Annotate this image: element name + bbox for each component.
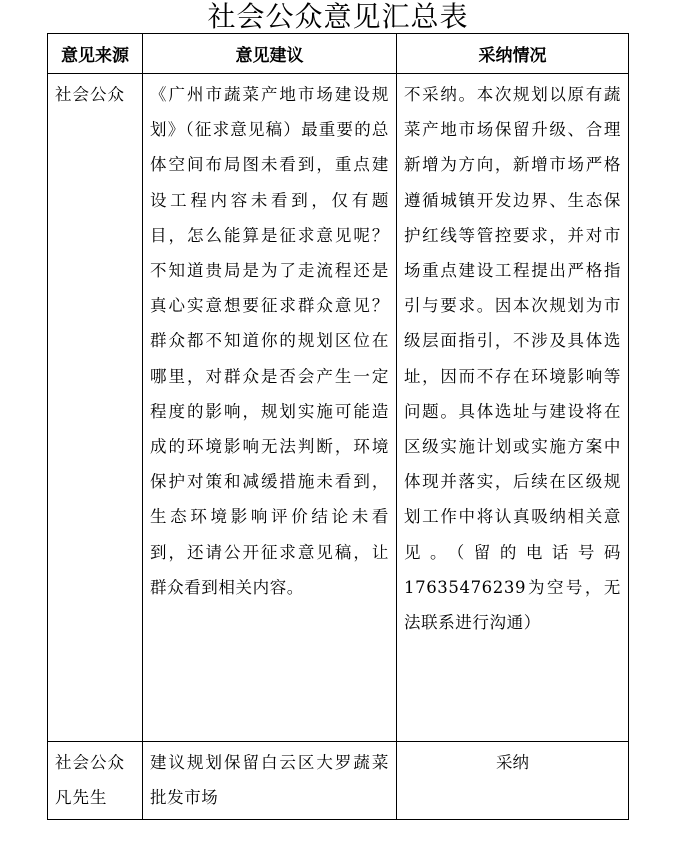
cell-source: 社会公众 (48, 74, 143, 742)
opinion-summary-table (47, 33, 629, 820)
table-row (48, 742, 629, 820)
cell-suggestion: 建议规划保留白云区大罗蔬菜批发市场 (143, 742, 397, 820)
cell-suggestion: 《广州市蔬菜产地市场建设规划》（征求意见稿）最重要的总体空间布局图未看到，重点建设工程内容未看到，仅有题目，怎么能算是征求意见呢？不知道贵局是为了走流程还是真心实意想要征求群众意见？群众都不知道你的规划区位在哪里，对群众是否会产生一定程度的影响，规划实施可能造成的环境影响无法判断，环境保护对策和减缓措施未看到，生态环境影响评价结论未看到，还请公开征求意见稿，让群众看到相关内容。 (143, 74, 397, 742)
header-adoption: 采纳情况 (397, 34, 629, 74)
cell-source: 社会公众凡先生 (48, 742, 143, 820)
table-row (48, 74, 629, 742)
cell-adoption: 不采纳。本次规划以原有蔬菜产地市场保留升级、合理新增为方向，新增市场严格遵循城镇开发边界、生态保护红线等管控要求，并对市场重点建设工程提出严格指引与要求。因本次规划为市级层面指引，不涉及具体选址，因而不存在环境影响等问题。具体选址与建设将在区级实施计划或实施方案中体现并落实，后续在区级规划工作中将认真吸纳相关意见。（留的电话号码17635476239为空号，无法联系进行沟通） (397, 74, 629, 742)
header-source: 意见来源 (48, 34, 143, 74)
header-suggestion: 意见建议 (143, 34, 397, 74)
document-title: 社会公众意见汇总表 (207, 0, 469, 33)
table-header-row (48, 34, 629, 74)
cell-adoption: 采纳 (397, 742, 629, 820)
